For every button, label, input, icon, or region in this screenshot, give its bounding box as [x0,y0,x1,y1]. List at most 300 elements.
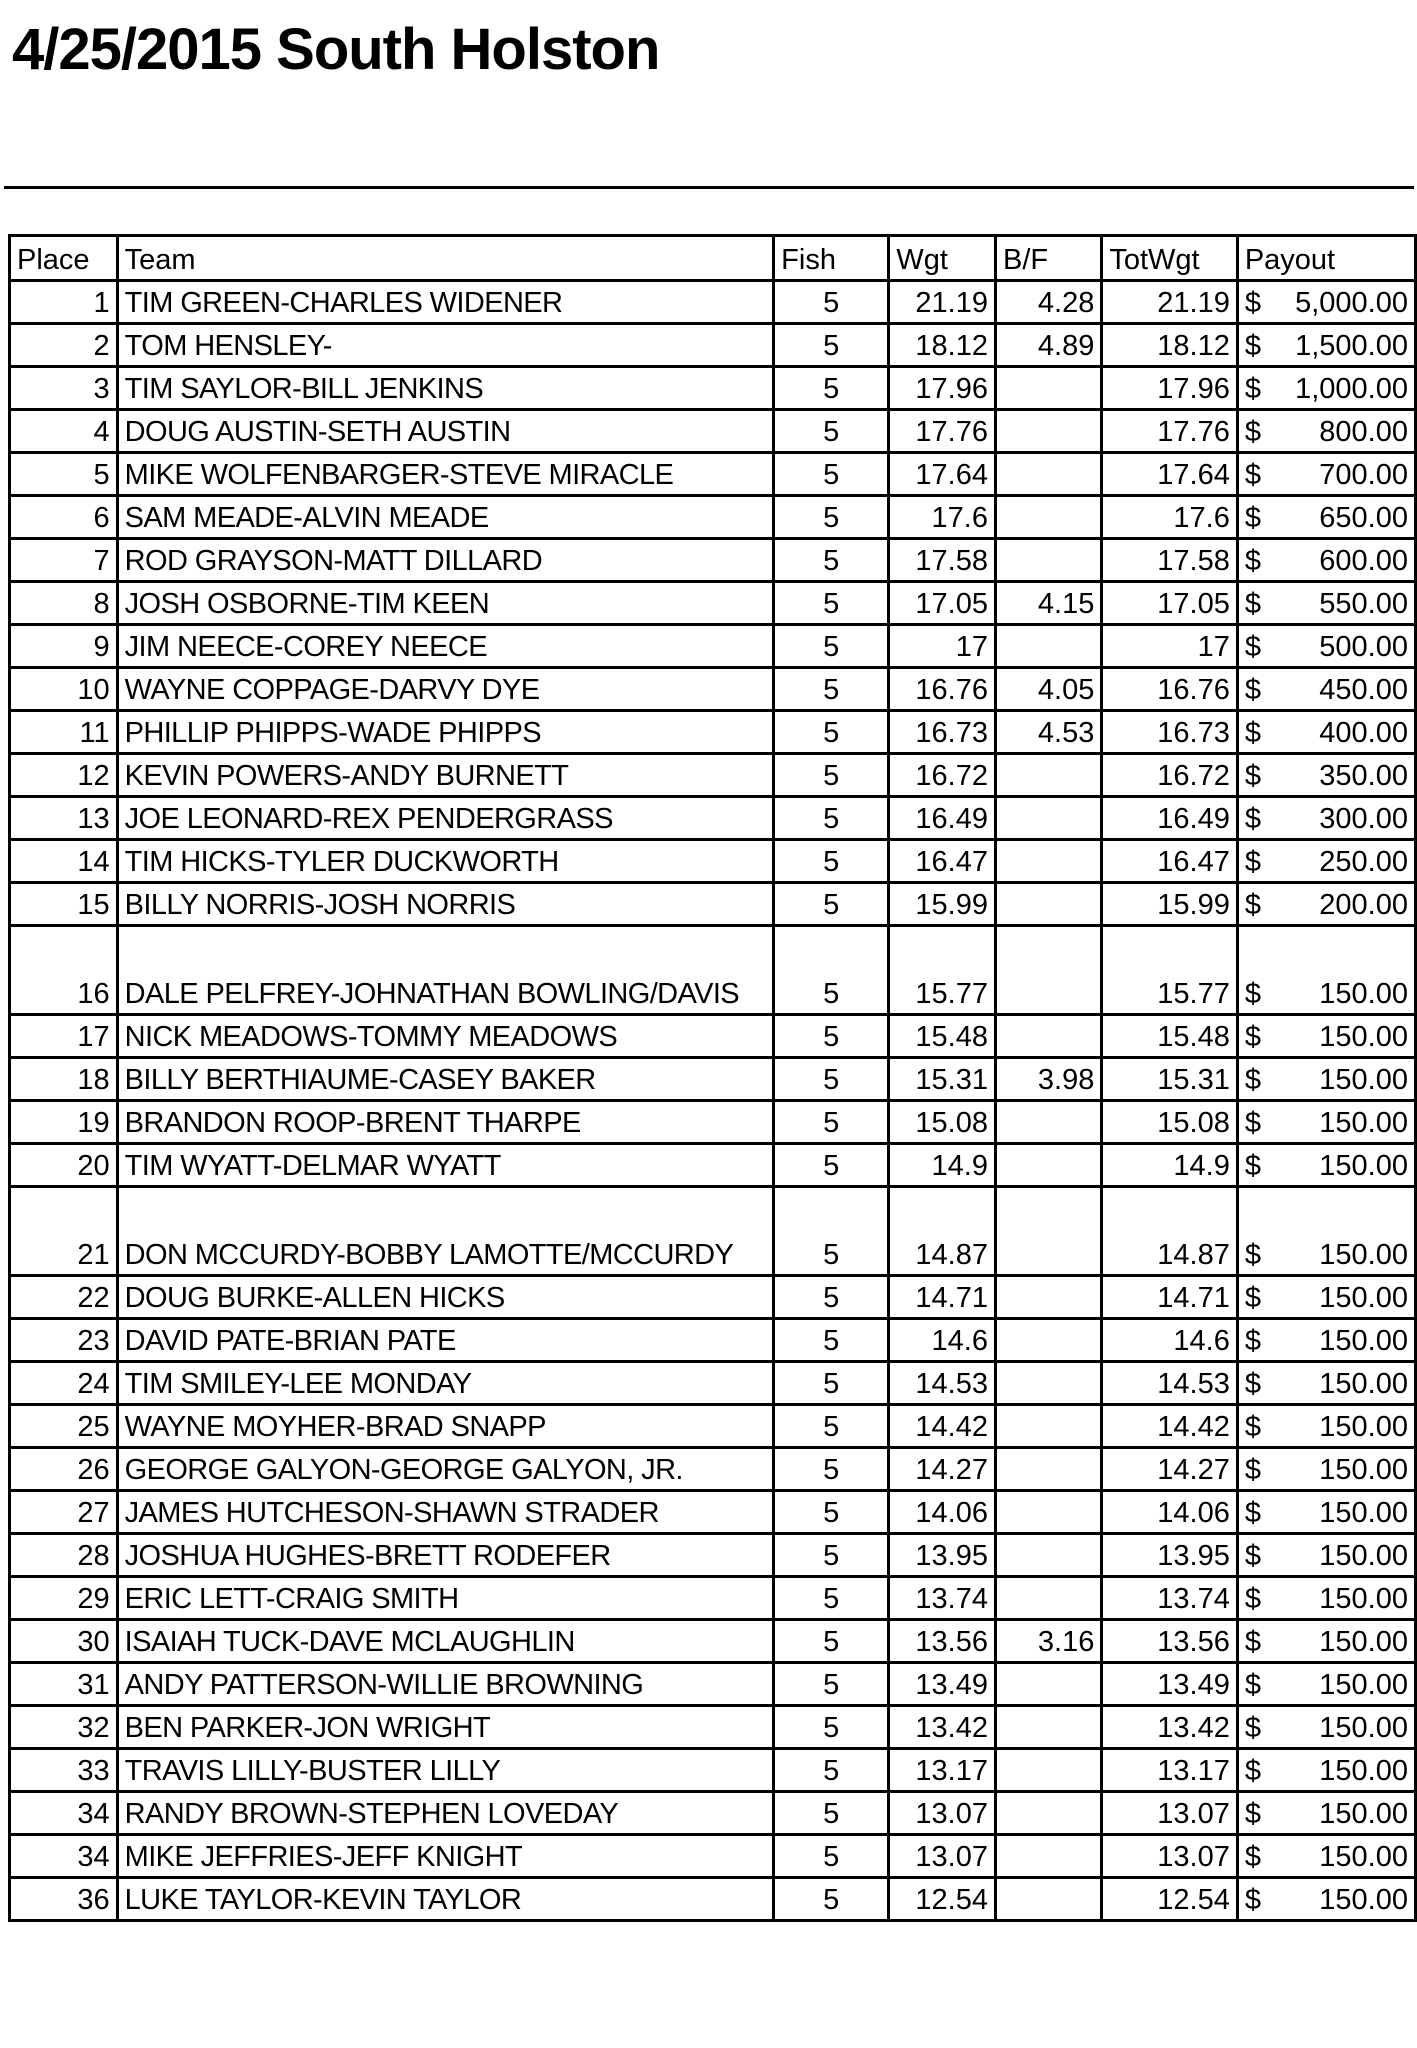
total-weight-cell: 14.53 [1102,1362,1237,1405]
table-row [10,711,1416,754]
table-row [10,1058,1416,1101]
big-fish-cell [996,1276,1102,1319]
weight-cell: 15.48 [889,1015,996,1058]
weight-cell: 16.72 [889,754,996,797]
place-cell: 16 [10,926,118,1015]
total-weight-cell: 13.42 [1102,1706,1237,1749]
currency-symbol: $ [1244,545,1261,577]
weight-cell: 14.87 [889,1187,996,1276]
big-fish-cell: 4.53 [996,711,1102,754]
fish-cell: 5 [774,883,889,926]
fish-cell: 5 [774,1187,889,1276]
big-fish-cell [996,1749,1102,1792]
place-cell: 3 [10,367,118,410]
total-weight-cell: 13.56 [1102,1620,1237,1663]
column-header-wgt: Wgt [889,236,996,281]
payout-amount: 1,500.00 [1295,330,1408,362]
big-fish-cell [996,410,1102,453]
fish-cell: 5 [774,1015,889,1058]
payout-cell [1237,367,1415,410]
weight-cell: 17 [889,625,996,668]
total-weight-cell: 16.76 [1102,668,1237,711]
currency-symbol: $ [1244,1454,1261,1486]
currency-symbol: $ [1244,1282,1261,1314]
weight-cell: 16.73 [889,711,996,754]
payout-amount: 150.00 [1319,978,1408,1010]
team-cell: BRANDON ROOP-BRENT THARPE [117,1101,774,1144]
currency-symbol: $ [1244,1239,1261,1271]
fish-cell: 5 [774,1620,889,1663]
payout-cell [1237,840,1415,883]
weight-cell: 14.9 [889,1144,996,1187]
team-cell: TOM HENSLEY- [117,324,774,367]
payout-cell [1237,1101,1415,1144]
currency-symbol: $ [1244,760,1261,792]
weight-cell: 17.76 [889,410,996,453]
currency-symbol: $ [1244,1021,1261,1053]
team-cell: BILLY NORRIS-JOSH NORRIS [117,883,774,926]
payout-cell [1237,711,1415,754]
total-weight-cell: 13.95 [1102,1534,1237,1577]
table-row [10,1144,1416,1187]
team-cell: JAMES HUTCHESON-SHAWN STRADER [117,1491,774,1534]
currency-symbol: $ [1244,717,1261,749]
team-cell: TRAVIS LILLY-BUSTER LILLY [117,1749,774,1792]
big-fish-cell: 4.89 [996,324,1102,367]
payout-amount: 150.00 [1319,1712,1408,1744]
currency-symbol: $ [1244,1798,1261,1830]
weight-cell: 15.08 [889,1101,996,1144]
weight-cell: 14.53 [889,1362,996,1405]
currency-symbol: $ [1244,803,1261,835]
big-fish-cell [996,1101,1102,1144]
place-cell: 34 [10,1792,118,1835]
payout-cell [1237,1319,1415,1362]
fish-cell: 5 [774,1491,889,1534]
place-cell: 32 [10,1706,118,1749]
total-weight-cell: 17 [1102,625,1237,668]
results-body [10,281,1416,1921]
table-row [10,1405,1416,1448]
currency-symbol: $ [1244,502,1261,534]
team-cell: MIKE JEFFRIES-JEFF KNIGHT [117,1835,774,1878]
payout-cell [1237,797,1415,840]
table-row [10,1319,1416,1362]
table-row [10,1749,1416,1792]
fish-cell: 5 [774,668,889,711]
place-cell: 36 [10,1878,118,1921]
weight-cell: 13.07 [889,1835,996,1878]
place-cell: 21 [10,1187,118,1276]
team-cell: ISAIAH TUCK-DAVE MCLAUGHLIN [117,1620,774,1663]
team-cell: WAYNE MOYHER-BRAD SNAPP [117,1405,774,1448]
total-weight-cell: 17.64 [1102,453,1237,496]
big-fish-cell: 3.98 [996,1058,1102,1101]
team-cell: DOUG AUSTIN-SETH AUSTIN [117,410,774,453]
team-cell: TIM SMILEY-LEE MONDAY [117,1362,774,1405]
team-cell: DOUG BURKE-ALLEN HICKS [117,1276,774,1319]
team-cell: MIKE WOLFENBARGER-STEVE MIRACLE [117,453,774,496]
weight-cell: 13.74 [889,1577,996,1620]
table-row [10,1534,1416,1577]
team-cell: JOSHUA HUGHES-BRETT RODEFER [117,1534,774,1577]
payout-amount: 250.00 [1319,846,1408,878]
big-fish-cell: 3.16 [996,1620,1102,1663]
place-cell: 10 [10,668,118,711]
weight-cell: 14.27 [889,1448,996,1491]
big-fish-cell [996,1706,1102,1749]
total-weight-cell: 18.12 [1102,324,1237,367]
payout-cell [1237,1276,1415,1319]
place-cell: 11 [10,711,118,754]
big-fish-cell [996,1792,1102,1835]
total-weight-cell: 17.05 [1102,582,1237,625]
fish-cell: 5 [774,582,889,625]
place-cell: 5 [10,453,118,496]
fish-cell: 5 [774,496,889,539]
total-weight-cell: 14.6 [1102,1319,1237,1362]
currency-symbol: $ [1244,1368,1261,1400]
team-cell: DAVID PATE-BRIAN PATE [117,1319,774,1362]
place-cell: 31 [10,1663,118,1706]
payout-amount: 400.00 [1319,717,1408,749]
fish-cell: 5 [774,324,889,367]
team-cell: TIM WYATT-DELMAR WYATT [117,1144,774,1187]
payout-cell [1237,1792,1415,1835]
weight-cell: 15.99 [889,883,996,926]
table-row [10,797,1416,840]
currency-symbol: $ [1244,1107,1261,1139]
total-weight-cell: 17.76 [1102,410,1237,453]
team-cell: RANDY BROWN-STEPHEN LOVEDAY [117,1792,774,1835]
currency-symbol: $ [1244,1411,1261,1443]
payout-cell [1237,582,1415,625]
weight-cell: 13.95 [889,1534,996,1577]
place-cell: 1 [10,281,118,324]
big-fish-cell [996,926,1102,1015]
weight-cell: 14.06 [889,1491,996,1534]
currency-symbol: $ [1244,459,1261,491]
place-cell: 19 [10,1101,118,1144]
big-fish-cell [996,1187,1102,1276]
table-row [10,754,1416,797]
payout-cell [1237,453,1415,496]
big-fish-cell [996,1878,1102,1921]
team-cell: TIM SAYLOR-BILL JENKINS [117,367,774,410]
fish-cell: 5 [774,926,889,1015]
total-weight-cell: 14.87 [1102,1187,1237,1276]
column-header-totwgt: TotWgt [1102,236,1237,281]
fish-cell: 5 [774,1448,889,1491]
page-title: 4/25/2015 South Holston [12,17,660,82]
weight-cell: 13.17 [889,1749,996,1792]
place-cell: 22 [10,1276,118,1319]
fish-cell: 5 [774,539,889,582]
fish-cell: 5 [774,1362,889,1405]
fish-cell: 5 [774,1276,889,1319]
currency-symbol: $ [1244,978,1261,1010]
currency-symbol: $ [1244,1755,1261,1787]
fish-cell: 5 [774,1534,889,1577]
weight-cell: 17.6 [889,496,996,539]
currency-symbol: $ [1244,889,1261,921]
column-header-fish: Fish [774,236,889,281]
weight-cell: 14.71 [889,1276,996,1319]
big-fish-cell [996,1491,1102,1534]
fish-cell: 5 [774,1577,889,1620]
place-cell: 25 [10,1405,118,1448]
payout-amount: 800.00 [1319,416,1408,448]
big-fish-cell [996,1319,1102,1362]
weight-cell: 14.6 [889,1319,996,1362]
big-fish-cell [996,754,1102,797]
header-row [10,236,1416,281]
payout-cell [1237,1144,1415,1187]
team-cell: ERIC LETT-CRAIG SMITH [117,1577,774,1620]
weight-cell: 21.19 [889,281,996,324]
weight-cell: 18.12 [889,324,996,367]
currency-symbol: $ [1244,846,1261,878]
table-row [10,496,1416,539]
payout-cell [1237,1706,1415,1749]
payout-cell [1237,1835,1415,1878]
total-weight-cell: 21.19 [1102,281,1237,324]
total-weight-cell: 14.42 [1102,1405,1237,1448]
payout-amount: 150.00 [1319,1669,1408,1701]
fish-cell: 5 [774,1058,889,1101]
total-weight-cell: 16.72 [1102,754,1237,797]
place-cell: 29 [10,1577,118,1620]
table-row [10,324,1416,367]
fish-cell: 5 [774,410,889,453]
table-row [10,1448,1416,1491]
team-cell: LUKE TAYLOR-KEVIN TAYLOR [117,1878,774,1921]
table-row [10,668,1416,711]
big-fish-cell [996,367,1102,410]
big-fish-cell [996,1534,1102,1577]
total-weight-cell: 14.06 [1102,1491,1237,1534]
fish-cell: 5 [774,281,889,324]
currency-symbol: $ [1244,287,1261,319]
payout-amount: 150.00 [1319,1239,1408,1271]
payout-amount: 150.00 [1319,1368,1408,1400]
total-weight-cell: 12.54 [1102,1878,1237,1921]
place-cell: 30 [10,1620,118,1663]
fish-cell: 5 [774,1405,889,1448]
big-fish-cell [996,453,1102,496]
weight-cell: 15.77 [889,926,996,1015]
table-row [10,1187,1416,1276]
payout-amount: 600.00 [1319,545,1408,577]
table-row [10,281,1416,324]
team-cell: ROD GRAYSON-MATT DILLARD [117,539,774,582]
weight-cell: 13.42 [889,1706,996,1749]
place-cell: 2 [10,324,118,367]
payout-amount: 5,000.00 [1295,287,1408,319]
total-weight-cell: 14.9 [1102,1144,1237,1187]
weight-cell: 15.31 [889,1058,996,1101]
fish-cell: 5 [774,1706,889,1749]
table-row [10,453,1416,496]
fish-cell: 5 [774,1749,889,1792]
payout-amount: 550.00 [1319,588,1408,620]
payout-cell [1237,625,1415,668]
table-row [10,539,1416,582]
currency-symbol: $ [1244,1626,1261,1658]
payout-amount: 150.00 [1319,1497,1408,1529]
big-fish-cell [996,1405,1102,1448]
weight-cell: 17.64 [889,453,996,496]
team-cell: NICK MEADOWS-TOMMY MEADOWS [117,1015,774,1058]
fish-cell: 5 [774,840,889,883]
payout-cell [1237,1448,1415,1491]
currency-symbol: $ [1244,1583,1261,1615]
payout-amount: 150.00 [1319,1583,1408,1615]
place-cell: 7 [10,539,118,582]
total-weight-cell: 15.08 [1102,1101,1237,1144]
fish-cell: 5 [774,625,889,668]
total-weight-cell: 17.58 [1102,539,1237,582]
payout-cell [1237,1015,1415,1058]
results-table [8,234,1417,1922]
payout-amount: 1,000.00 [1295,373,1408,405]
payout-cell [1237,496,1415,539]
fish-cell: 5 [774,754,889,797]
table-row [10,1792,1416,1835]
total-weight-cell: 15.48 [1102,1015,1237,1058]
place-cell: 6 [10,496,118,539]
payout-amount: 700.00 [1319,459,1408,491]
big-fish-cell [996,539,1102,582]
table-row [10,410,1416,453]
payout-cell [1237,324,1415,367]
total-weight-cell: 14.71 [1102,1276,1237,1319]
team-cell: TIM HICKS-TYLER DUCKWORTH [117,840,774,883]
team-cell: BILLY BERTHIAUME-CASEY BAKER [117,1058,774,1101]
table-row [10,1362,1416,1405]
payout-cell [1237,1187,1415,1276]
currency-symbol: $ [1244,588,1261,620]
payout-cell [1237,1878,1415,1921]
payout-amount: 450.00 [1319,674,1408,706]
big-fish-cell [996,1663,1102,1706]
table-row [10,1101,1416,1144]
big-fish-cell [996,883,1102,926]
payout-cell [1237,1405,1415,1448]
payout-amount: 350.00 [1319,760,1408,792]
big-fish-cell [996,625,1102,668]
table-row [10,1620,1416,1663]
team-cell: JOE LEONARD-REX PENDERGRASS [117,797,774,840]
team-cell: GEORGE GALYON-GEORGE GALYON, JR. [117,1448,774,1491]
place-cell: 24 [10,1362,118,1405]
place-cell: 14 [10,840,118,883]
place-cell: 28 [10,1534,118,1577]
total-weight-cell: 16.73 [1102,711,1237,754]
place-cell: 34 [10,1835,118,1878]
payout-amount: 150.00 [1319,1454,1408,1486]
currency-symbol: $ [1244,1841,1261,1873]
total-weight-cell: 13.07 [1102,1792,1237,1835]
payout-cell [1237,754,1415,797]
table-row [10,1491,1416,1534]
table-row [10,1835,1416,1878]
table-row [10,926,1416,1015]
place-cell: 26 [10,1448,118,1491]
team-cell: DON MCCURDY-BOBBY LAMOTTE/MCCURDY [117,1187,774,1276]
total-weight-cell: 17.96 [1102,367,1237,410]
total-weight-cell: 14.27 [1102,1448,1237,1491]
payout-amount: 150.00 [1319,1325,1408,1357]
table-row [10,1706,1416,1749]
big-fish-cell [996,1577,1102,1620]
column-header-payout: Payout [1237,236,1415,281]
currency-symbol: $ [1244,1884,1261,1916]
payout-cell [1237,1620,1415,1663]
payout-amount: 150.00 [1319,1841,1408,1873]
table-row [10,1663,1416,1706]
payout-amount: 150.00 [1319,1411,1408,1443]
currency-symbol: $ [1244,1064,1261,1096]
currency-symbol: $ [1244,631,1261,663]
fish-cell: 5 [774,1101,889,1144]
payout-cell [1237,281,1415,324]
big-fish-cell: 4.28 [996,281,1102,324]
big-fish-cell [996,840,1102,883]
weight-cell: 14.42 [889,1405,996,1448]
total-weight-cell: 16.49 [1102,797,1237,840]
payout-amount: 500.00 [1319,631,1408,663]
payout-cell [1237,1491,1415,1534]
place-cell: 4 [10,410,118,453]
place-cell: 18 [10,1058,118,1101]
team-cell: ANDY PATTERSON-WILLIE BROWNING [117,1663,774,1706]
currency-symbol: $ [1244,373,1261,405]
currency-symbol: $ [1244,1712,1261,1744]
weight-cell: 16.47 [889,840,996,883]
total-weight-cell: 15.99 [1102,883,1237,926]
weight-cell: 16.76 [889,668,996,711]
team-cell: WAYNE COPPAGE-DARVY DYE [117,668,774,711]
team-cell: JIM NEECE-COREY NEECE [117,625,774,668]
weight-cell: 17.96 [889,367,996,410]
weight-cell: 13.56 [889,1620,996,1663]
big-fish-cell: 4.05 [996,668,1102,711]
currency-symbol: $ [1244,416,1261,448]
payout-cell [1237,926,1415,1015]
place-cell: 15 [10,883,118,926]
payout-cell [1237,883,1415,926]
place-cell: 27 [10,1491,118,1534]
fish-cell: 5 [774,1878,889,1921]
table-row [10,1577,1416,1620]
table-row [10,883,1416,926]
table-row [10,1276,1416,1319]
table-row [10,367,1416,410]
place-cell: 12 [10,754,118,797]
column-header-bf: B/F [996,236,1102,281]
place-cell: 9 [10,625,118,668]
big-fish-cell [996,1835,1102,1878]
total-weight-cell: 13.07 [1102,1835,1237,1878]
column-header-team: Team [117,236,774,281]
payout-amount: 150.00 [1319,1884,1408,1916]
fish-cell: 5 [774,1319,889,1362]
place-cell: 33 [10,1749,118,1792]
team-cell: BEN PARKER-JON WRIGHT [117,1706,774,1749]
column-header-place: Place [10,236,118,281]
total-weight-cell: 13.74 [1102,1577,1237,1620]
